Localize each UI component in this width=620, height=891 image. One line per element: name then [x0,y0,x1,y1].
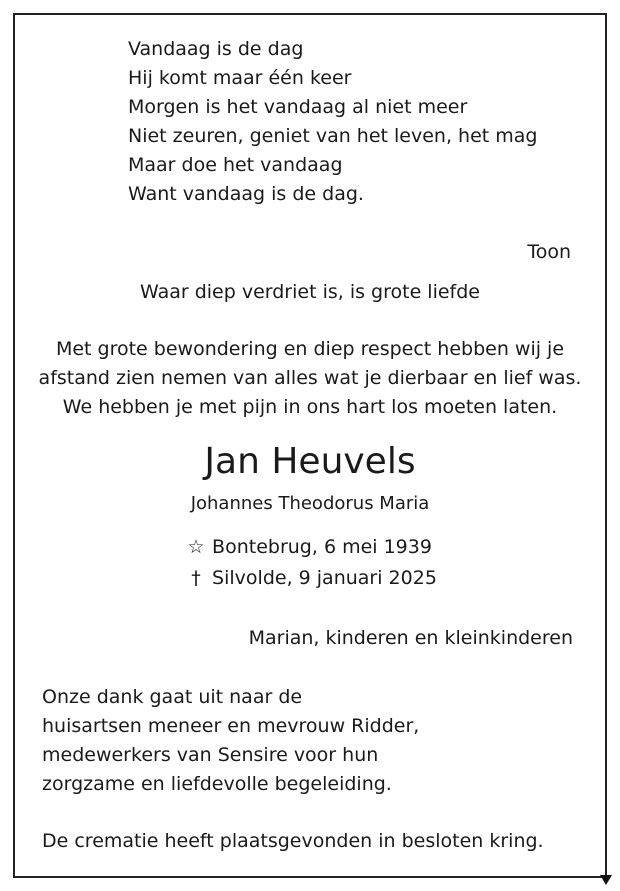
intro-line: afstand zien nemen van alles wat je dierbaar en lief was. [38,367,582,389]
thanks-line: Onze dank gaat uit naar de [42,686,303,708]
intro-line: We hebben je met pijn in ons hart los moeten laten. [62,396,558,418]
thanks-line: huisartsen meneer en mevrouw Ridder, [42,715,420,737]
birth-date: Bontebrug, 6 mei 1939 [212,536,432,558]
motto: Waar diep verdriet is, is grote liefde [140,281,480,303]
thanks-line: medewerkers van Sensire voor hun [42,744,379,766]
intro-line: Met grote bewondering en diep respect hebben wij je [55,338,565,360]
poem-line: Vandaag is de dag [128,38,304,60]
deceased-full-name: Johannes Theodorus Maria [190,493,430,514]
poem-line: Niet zeuren, geniet van het leven, het mag [128,125,538,147]
cross-icon: † [191,567,201,589]
poem-line: Hij komt maar één keer [128,67,352,89]
family-names: Marian, kinderen en kleinkinderen [248,627,573,649]
poem-line: Want vandaag is de dag. [128,183,364,205]
scroll-down-arrow-icon[interactable] [600,875,612,885]
poem-line: Morgen is het vandaag al niet meer [128,96,468,118]
poem-author: Toon [527,241,571,263]
cremation-notice: De crematie heeft plaatsgevonden in besloten kring. [42,830,544,852]
poem-line: Maar doe het vandaag [128,154,343,176]
death-line [186,566,437,590]
death-date: Silvolde, 9 januari 2025 [212,567,437,589]
deceased-name: Jan Heuvels [204,441,416,482]
star-icon: ☆ [187,536,205,558]
thanks-line: zorgzame en liefdevolle begeleiding. [42,773,392,795]
birth-line [186,535,432,559]
